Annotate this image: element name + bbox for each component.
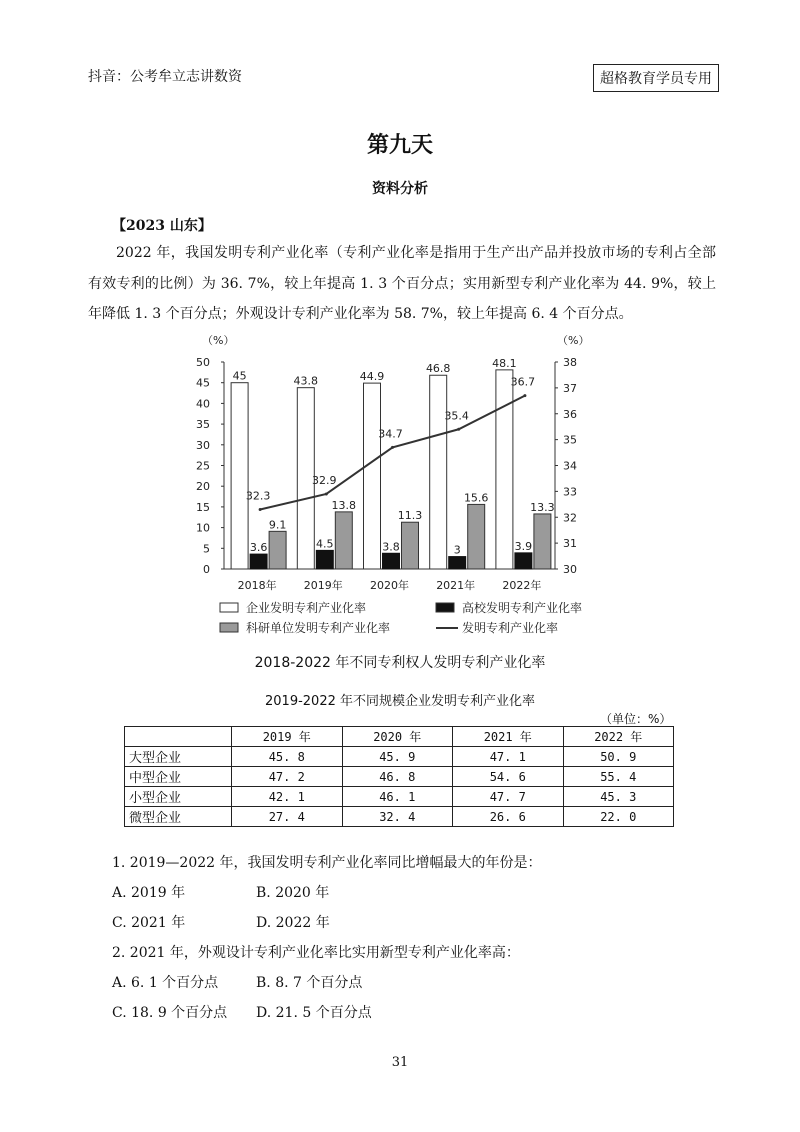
legend-label: 高校发明专利产业化率 (462, 601, 583, 615)
q2-option-d[interactable]: D. 21. 5 个百分点 (256, 1005, 372, 1021)
bar-label-enterprise: 46.8 (425, 362, 451, 376)
bar-label-research: 13.3 (530, 500, 555, 514)
table-cell: 50. 9 (563, 747, 674, 767)
right-tick-label: 36 (563, 407, 577, 421)
line-label: 35.4 (444, 409, 469, 423)
bar-label-research: 9.1 (268, 518, 287, 532)
bar-university (250, 554, 267, 569)
table-cell: 26. 6 (453, 807, 564, 827)
table-header-cell: 2022 年 (563, 727, 674, 747)
right-tick-label: 34 (563, 459, 577, 473)
table-cell: 47. 2 (232, 767, 343, 787)
table-cell: 45. 8 (232, 747, 343, 767)
bar-research (335, 512, 352, 569)
left-axis-unit: （%） (202, 334, 235, 347)
bar-university (449, 557, 466, 569)
question-1-stem: 1. 2019—2022 年，我国发明专利产业化率同比增幅最大的年份是： (112, 855, 542, 871)
left-tick-label: 30 (196, 438, 210, 452)
left-tick-label: 35 (196, 418, 210, 432)
q2-option-b[interactable]: B. 8. 7 个百分点 (256, 975, 363, 991)
section-subtitle: 资料分析 (372, 181, 428, 197)
legend-swatch (220, 603, 238, 612)
bar-label-research: 11.3 (397, 509, 423, 523)
table-cell: 55. 4 (563, 767, 674, 787)
table-title: 2019-2022 年不同规模企业发明专利产业化率 (265, 694, 535, 709)
x-tick-label: 2019年 (303, 579, 343, 592)
question-source-tag: 【2023 山东】 (112, 218, 212, 234)
table-header-cell: 2019 年 (232, 727, 343, 747)
table-cell: 32. 4 (342, 807, 453, 827)
bar-label-university: 3 (453, 543, 461, 557)
left-tick-label: 10 (196, 521, 210, 535)
table-cell: 22. 0 (563, 807, 674, 827)
legend-label: 科研单位发明专利产业化率 (246, 621, 391, 635)
bar-label-enterprise: 43.8 (293, 374, 319, 388)
row-label: 小型企业 (125, 787, 232, 807)
q1-option-c[interactable]: C. 2021 年 (112, 915, 186, 931)
bar-research (269, 531, 286, 569)
question-2-stem: 2. 2021 年，外观设计专利产业化率比实用新型专利产业化率高： (112, 945, 520, 961)
table-cell: 47. 1 (453, 747, 564, 767)
row-label: 大型企业 (125, 747, 232, 767)
enterprise-table (124, 726, 674, 827)
bar-label-enterprise: 48.1 (492, 356, 517, 370)
bar-university (383, 553, 400, 569)
legend-label: 发明专利产业化率 (462, 621, 559, 635)
bar-label-research: 13.8 (331, 498, 357, 512)
left-tick-label: 0 (203, 563, 210, 576)
table-cell: 45. 9 (342, 747, 453, 767)
right-tick-label: 35 (563, 433, 577, 447)
table-cell: 27. 4 (232, 807, 343, 827)
right-tick-label: 30 (563, 563, 577, 576)
table-cell: 46. 8 (342, 767, 453, 787)
right-tick-label: 31 (563, 537, 577, 551)
line-point (325, 492, 328, 495)
left-tick-label: 25 (196, 459, 210, 473)
patent-chart (190, 330, 610, 648)
table-row (125, 787, 674, 807)
row-label: 中型企业 (125, 767, 232, 787)
bar-university (515, 553, 532, 569)
bar-research (402, 522, 419, 569)
bar-enterprise (430, 375, 447, 569)
page-title: 第九天 (366, 132, 433, 158)
right-tick-label: 38 (563, 356, 577, 369)
header-left: 抖音：公考牟立志讲数资 (88, 69, 242, 85)
left-tick-label: 40 (196, 397, 210, 411)
bar-enterprise (231, 383, 248, 569)
line-label: 32.3 (245, 489, 271, 503)
right-tick-label: 32 (563, 511, 577, 525)
line-label: 32.9 (312, 473, 337, 487)
bar-label-research: 15.6 (463, 491, 489, 505)
bar-research (534, 514, 551, 569)
row-label: 微型企业 (125, 807, 232, 827)
table-cell: 45. 3 (563, 787, 674, 807)
left-tick-label: 20 (196, 480, 210, 494)
bar-enterprise (364, 383, 381, 569)
bar-research (468, 504, 485, 569)
left-tick-label: 45 (196, 376, 210, 390)
x-tick-label: 2020年 (370, 579, 409, 592)
line-point (259, 508, 262, 511)
table-header-row (125, 727, 674, 747)
bar-label-university: 4.5 (316, 537, 334, 551)
bar-label-university: 3.8 (382, 540, 400, 554)
x-tick-label: 2021年 (436, 579, 476, 592)
table-cell: 54. 6 (453, 767, 564, 787)
bar-label-enterprise: 44.9 (359, 370, 385, 384)
table-cell: 46. 1 (342, 787, 453, 807)
chart-title: 2018-2022 年不同专利权人发明专利产业化率 (254, 655, 546, 671)
bar-enterprise (496, 370, 513, 569)
line-label: 34.7 (378, 427, 403, 441)
q2-option-a[interactable]: A. 6. 1 个百分点 (112, 975, 219, 991)
table-cell: 42. 1 (232, 787, 343, 807)
header-right-badge: 超格教育学员专用 (593, 64, 719, 92)
table-cell: 47. 7 (453, 787, 564, 807)
line-point (523, 394, 526, 397)
table-header-cell: 2021 年 (453, 727, 564, 747)
table-unit: （单位：%） (600, 712, 672, 726)
table-row (125, 807, 674, 827)
table-row (125, 767, 674, 787)
q2-option-c[interactable]: C. 18. 9 个百分点 (112, 1005, 228, 1021)
bar-label-university: 3.6 (249, 541, 268, 555)
table-header-cell (125, 727, 232, 747)
q1-option-a[interactable]: A. 2019 年 (112, 885, 186, 901)
page-number: 31 (391, 1055, 409, 1070)
left-tick-label: 5 (203, 542, 210, 556)
material-paragraph: 2022 年，我国发明专利产业化率（专利产业化率是指用于生产出产品并投放市场的专利占全部有效专利的比例）为 36. 7%，较上年提高 1. 3 个百分点；实用新型专利产业化率为 44. 9%，较上年降低 1. 3 个百分点；外观设计专利产业化率为 58. 7%，较上年提高 6. 4 个百分点。 (88, 245, 716, 322)
q1-option-d[interactable]: D. 2022 年 (256, 915, 330, 931)
x-tick-label: 2022年 (502, 579, 542, 592)
x-tick-label: 2018年 (237, 579, 277, 592)
q1-option-b[interactable]: B. 2020 年 (256, 885, 330, 901)
bar-label-university: 3.9 (514, 539, 533, 553)
right-axis-unit: （%） (557, 334, 590, 347)
legend-swatch (436, 603, 454, 612)
line-label: 36.7 (510, 375, 536, 389)
line-point (391, 446, 394, 449)
left-tick-label: 15 (196, 500, 210, 514)
left-tick-label: 50 (196, 356, 210, 369)
legend-swatch (220, 623, 238, 632)
table-header-cell: 2020 年 (342, 727, 453, 747)
line-point (457, 428, 460, 431)
bar-label-enterprise: 45 (232, 369, 247, 383)
bar-university (316, 550, 333, 569)
right-tick-label: 37 (563, 381, 577, 395)
table-row (125, 747, 674, 767)
right-tick-label: 33 (563, 485, 577, 499)
legend-label: 企业发明专利产业化率 (246, 601, 367, 615)
